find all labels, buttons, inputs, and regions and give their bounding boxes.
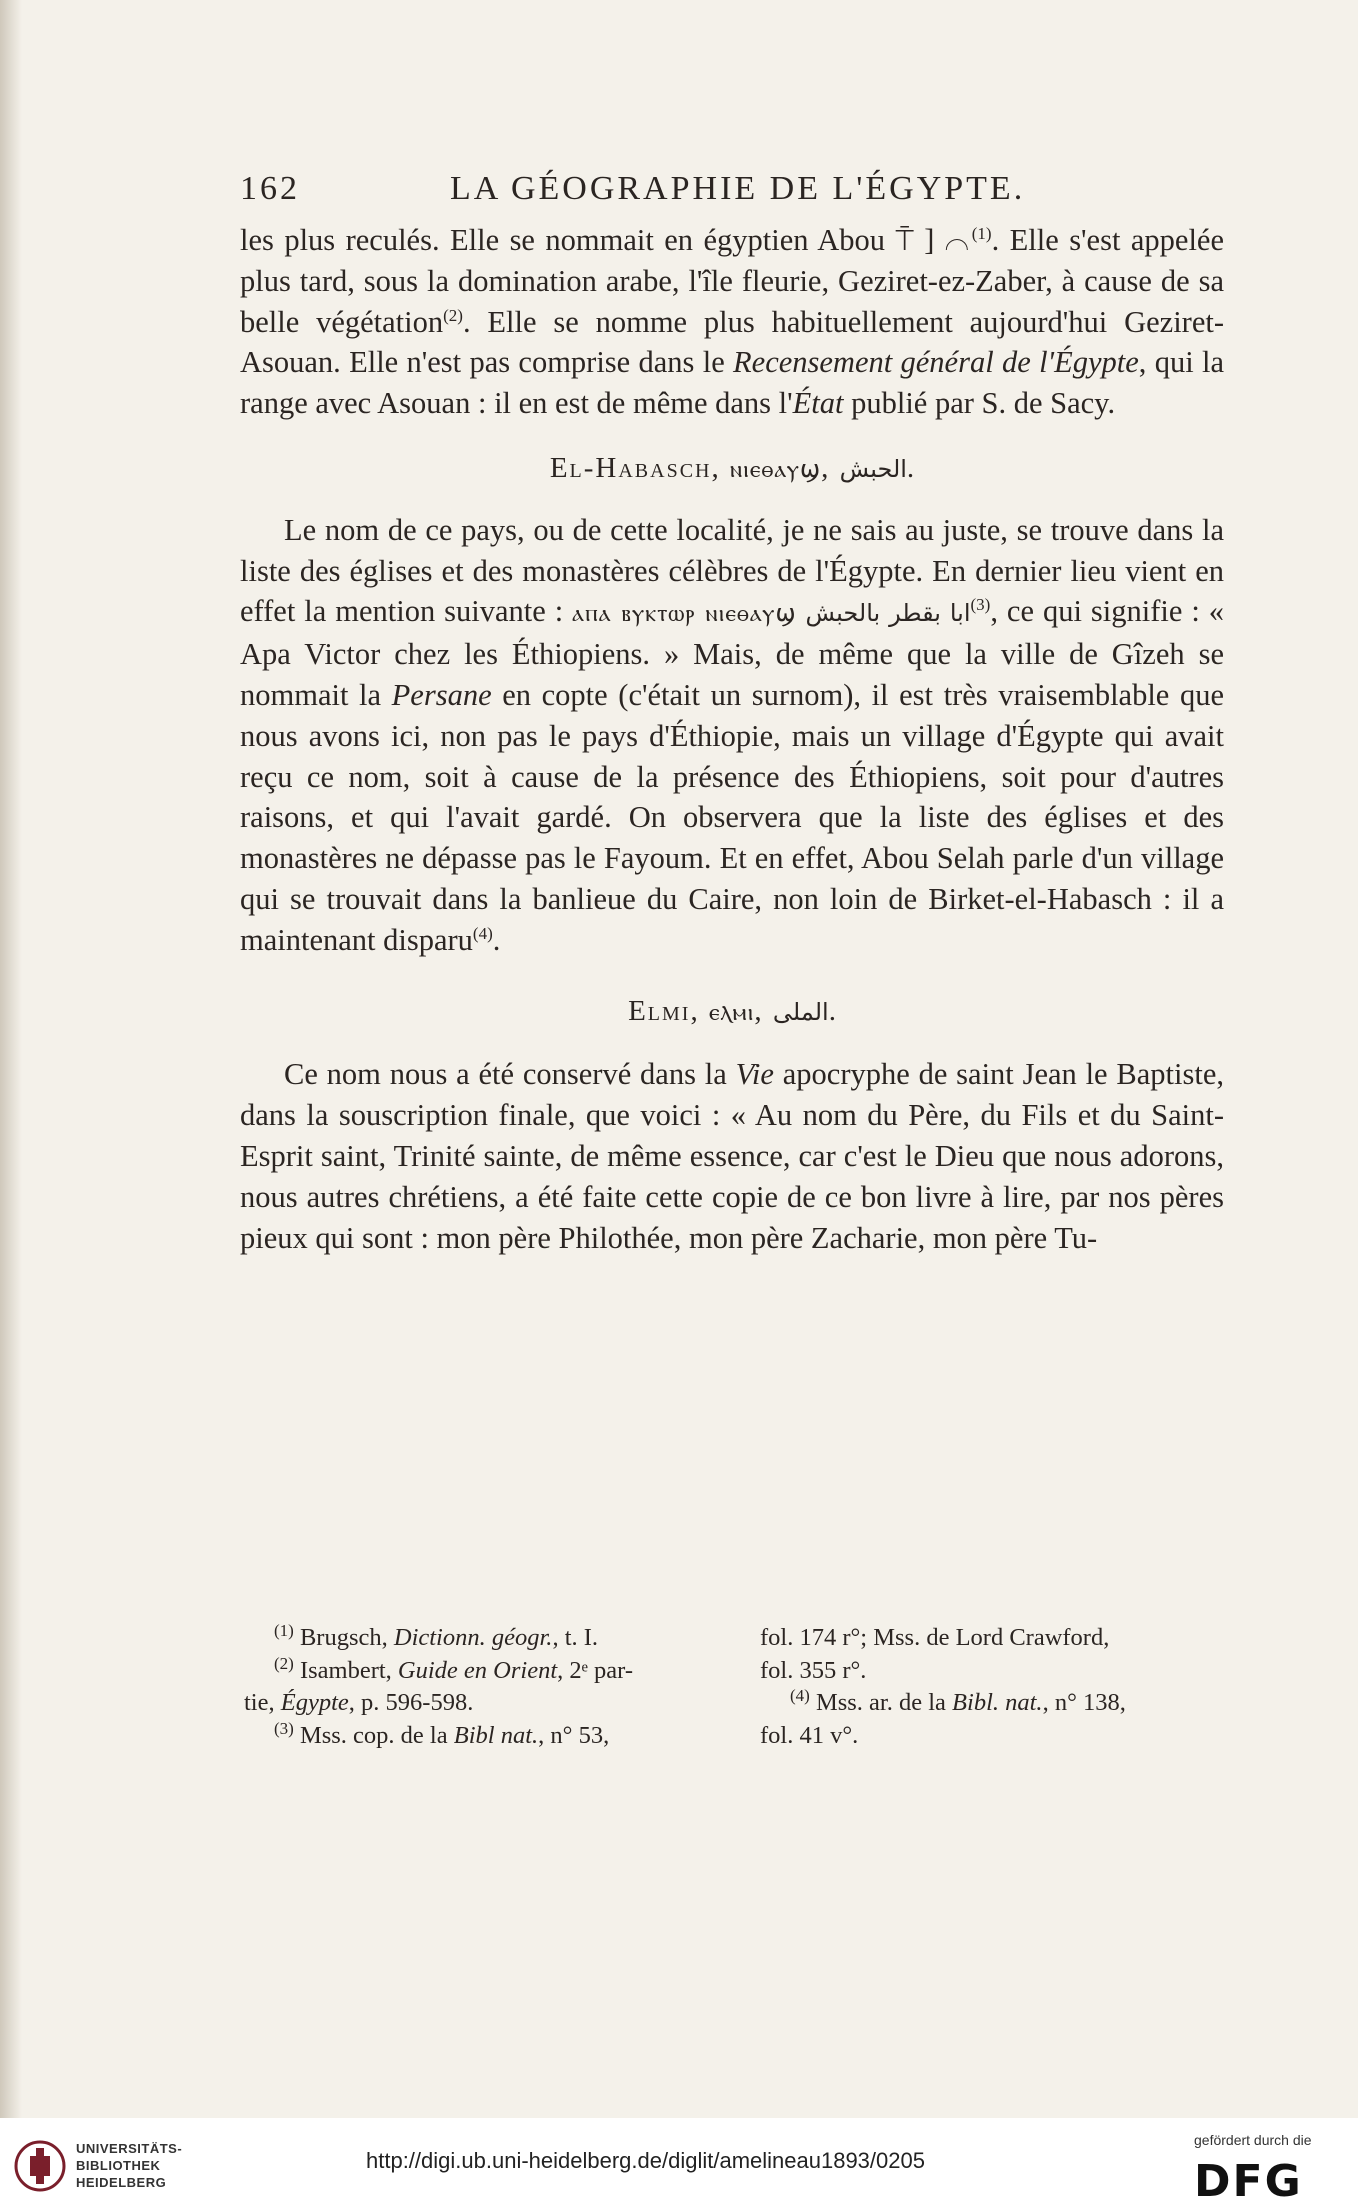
text-run: les plus reculés. Elle se nommait en égyptien Abou <box>240 223 896 257</box>
text-run: Ce nom nous a été conservé dans la <box>284 1057 736 1092</box>
coptic-name: ⲛⲓⲉⲑⲁⲩϣ <box>730 454 822 483</box>
text-run: Brugsch, <box>293 1624 394 1651</box>
note-ref: (2) <box>443 305 463 325</box>
running-title: LA GÉOGRAPHIE DE L'ÉGYPTE. <box>450 170 1026 207</box>
footnote-1-continued: fol. 174 r°; Mss. de Lord Crawford, <box>760 1624 1110 1651</box>
text-run: , 2ᵉ par- <box>557 1656 633 1684</box>
text-run: en copte (c'était un surnom), il est très vraisemblable que nous avons ici, non pas le pays d'Éthiopie, mais un village d'Égypte qui avait reçu ce nom, soit à cause de la présence des Éthiopiens, soit pour d'autres raisons, et qui l'avait gardé. On observera que la liste des églises et des monastères ne dépasse pas le Fayoum. Et en effet, Abou Selah parle d'un village qui se trouvait dans la banlieue du Caire, non loin de Birket-el-Habasch : il a maintenant disparu <box>240 677 1224 957</box>
footnotes-left-column <box>244 1622 714 1752</box>
separator: , <box>821 451 840 484</box>
paragraph-habasch <box>240 510 1224 961</box>
text-run: Isambert, <box>293 1656 398 1684</box>
text-run: publié par S. de Sacy. <box>843 386 1116 421</box>
dfg-logo: DFG <box>1194 2156 1303 2207</box>
text-run: . Elle s'est appelée plus tard, sous la domination arabe, l'île fleurie, Geziret-ez-Zaber, à cause de sa belle végétation <box>240 223 1224 339</box>
footnote-number: (3) <box>274 1718 294 1738</box>
separator: . <box>828 994 836 1027</box>
section-heading-el-habasch <box>240 448 1224 490</box>
text-run: , p. 596-598. <box>348 1689 474 1716</box>
italic-term: Persane <box>391 677 492 712</box>
text-run: , qui la range avec Asouan : il en est de même dans l' <box>240 345 1224 421</box>
footnote-number: (2) <box>274 1653 294 1673</box>
italic-title: Recensement général de l'Égypte <box>733 345 1139 380</box>
heading-name: El-Habasch <box>549 451 712 484</box>
note-ref: (3) <box>970 595 991 615</box>
footnote-3-continued: fol. 41 v°. <box>760 1721 859 1749</box>
page-number: 162 <box>240 170 300 207</box>
text-run: , n° 53, <box>538 1721 610 1749</box>
text-run: , t. I. <box>552 1624 599 1651</box>
permalink-url[interactable]: http://digi.ub.uni-heidelberg.de/diglit/amelineau1893/0205 <box>366 2148 925 2173</box>
footnote-number: (4) <box>790 1685 810 1705</box>
text-run: Mss. ar. de la <box>809 1689 953 1716</box>
footnote-4 <box>760 1687 1226 1720</box>
institution-line: UNIVERSITÄTS- <box>76 2141 183 2156</box>
text-run: apocryphe de saint Jean le Baptiste, dans la souscription finale, que voici : « Au nom du Père, du Fils et du Saint-Esprit saint, Trinité sainte, de même essence, car c'est le Dieu que nous adorons, nous autres chrétiens, a été faite cette copie de ce bon livre à lire, par nos pères pieux qui sont : mon père Philothée, mon père Zacharie, mon père Tu- <box>240 1057 1224 1255</box>
text-run: , n° 138, <box>1042 1689 1126 1716</box>
italic-title: Égypte <box>280 1689 349 1716</box>
university-seal-icon <box>14 2138 66 2194</box>
separator: , <box>754 994 773 1027</box>
hieroglyph-group: ⍑ ] ⌒ <box>895 223 972 257</box>
italic-title: Bibl. nat. <box>952 1689 1043 1716</box>
text-run: Mss. cop. de la <box>293 1721 454 1749</box>
heading-name: Elmi <box>628 994 691 1027</box>
note-ref: (1) <box>971 223 992 243</box>
footnote-number: (1) <box>274 1620 294 1640</box>
arabic-name: الملى <box>772 997 829 1026</box>
footnote-2 <box>244 1655 714 1688</box>
viewer-footer <box>0 2118 1358 2212</box>
body-text <box>240 220 1224 1258</box>
italic-title: Dictionn. géogr. <box>393 1624 553 1651</box>
footnote-2-continued-right: fol. 355 r°. <box>760 1656 867 1684</box>
institution-name <box>76 2140 182 2191</box>
coptic-name: ⲉⲗⲙⲓ <box>708 997 755 1026</box>
text-run: , ce qui signifie : « Apa Victor chez les Éthiopiens. » Mais, de même que la ville de Gîzeh se nommait la <box>240 594 1224 712</box>
institution-line: HEIDELBERG <box>76 2175 167 2190</box>
institution-line: BIBLIOTHEK <box>76 2158 161 2173</box>
footnote-2-continued <box>244 1687 714 1720</box>
text-run: . <box>492 922 501 957</box>
footnotes-right-column <box>760 1622 1226 1752</box>
coptic-quote: ⲁⲡⲁ ⲃⲩⲕⲧⲱⲣ ⲛⲓⲉⲑⲁⲩϣ <box>572 599 797 628</box>
paragraph-abou <box>240 220 1224 424</box>
funding-label: gefördert durch die <box>1194 2132 1312 2148</box>
footnote-1 <box>244 1622 714 1655</box>
separator: . <box>906 451 915 484</box>
running-head <box>240 170 1210 220</box>
italic-title: État <box>792 386 844 421</box>
paragraph-elmi <box>240 1054 1224 1258</box>
page-edge-shadow <box>0 0 22 2118</box>
italic-title: Bibl nat. <box>453 1721 539 1749</box>
text-run: tie, <box>244 1689 281 1716</box>
note-ref: (4) <box>472 923 493 943</box>
italic-title: Guide en Orient <box>397 1656 558 1684</box>
separator: , <box>690 994 709 1027</box>
section-heading-elmi <box>240 991 1224 1033</box>
footnote-3 <box>244 1720 714 1753</box>
separator: , <box>711 451 730 484</box>
text-run: Le nom de ce pays, ou de cette localité, je ne sais au juste, se trouve dans la liste des églises et des monastères célèbres de l'Égypte. En dernier lieu vient en effet la mention suivante : <box>240 512 1224 629</box>
text-run: . Elle se nomme plus habituellement aujourd'hui Geziret-Asouan. Elle n'est pas comprise dans le <box>240 304 1224 380</box>
arabic-quote: ابا بقطر بالحبش <box>805 599 971 628</box>
italic-title: Vie <box>735 1057 774 1092</box>
arabic-name: الحبش <box>839 454 907 483</box>
